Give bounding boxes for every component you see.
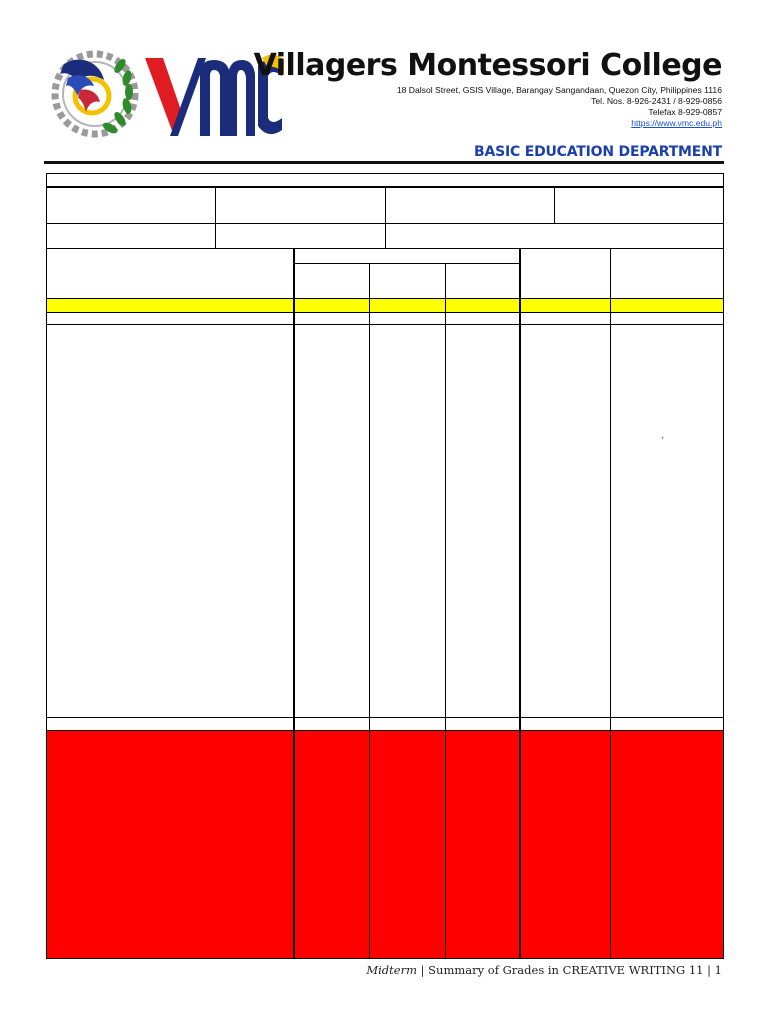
college-website-link[interactable]: https://www.vmc.edu.ph: [631, 118, 722, 128]
grade-column-divider: [369, 263, 370, 958]
college-telefax: Telefax 8-929-0857: [648, 107, 722, 117]
form-rule: [46, 248, 724, 249]
stray-mark: ,: [661, 430, 664, 440]
grade-column-divider: [519, 248, 521, 958]
college-logo: [50, 44, 285, 146]
page-footer: [366, 963, 722, 977]
footer-page-number: 1: [714, 963, 722, 977]
form-rule: [46, 730, 724, 731]
college-phone: Tel. Nos. 8-926-2431 / 8-929-0856: [591, 96, 722, 106]
footer-term: Midterm: [366, 963, 417, 977]
form-cell-divider: [554, 186, 555, 223]
form-border-bottom: [46, 958, 724, 959]
form-rule: [46, 324, 724, 325]
footer-summary: Summary of Grades in CREATIVE WRITING 11: [428, 963, 704, 977]
form-border-right: [723, 173, 724, 959]
grade-sheet-form: [46, 173, 724, 959]
footer-separator: |: [707, 963, 712, 977]
form-cell-divider: [385, 186, 386, 248]
form-border-left: [46, 173, 47, 959]
grade-column-divider: [610, 248, 611, 958]
form-rule: [46, 312, 724, 313]
grade-column-divider: [293, 248, 295, 958]
logo-letter-m: [200, 60, 230, 136]
bird-icon: [60, 60, 104, 112]
form-rule: [46, 717, 724, 718]
footer-separator: |: [420, 963, 425, 977]
college-name: Villagers Montessori College: [253, 48, 722, 83]
form-cell-divider: [215, 186, 216, 248]
department-title: BASIC EDUCATION DEPARTMENT: [473, 144, 722, 160]
header-divider: [44, 161, 724, 164]
college-address: 18 Dalsol Street, GSIS Village, Barangay Sangandaan, Quezon City, Philippines 1116: [396, 85, 722, 95]
form-border-top: [46, 173, 724, 174]
grade-column-divider: [445, 263, 446, 958]
form-rule: [294, 263, 520, 264]
form-rule: [46, 298, 724, 299]
